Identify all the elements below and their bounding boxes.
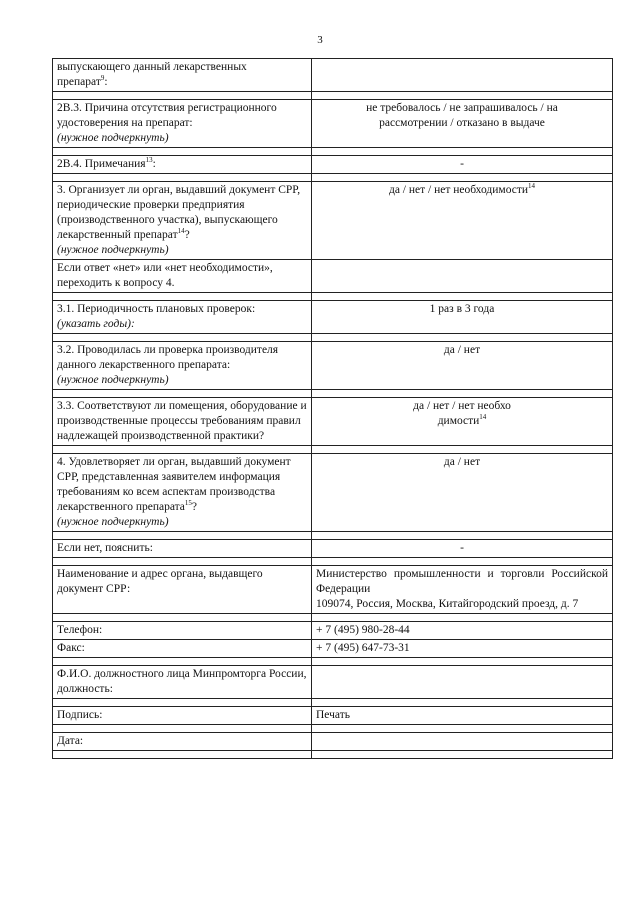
label-text: 2В.3. Причина отсутствия регистрационного удостоверения на препарат: [57, 102, 277, 129]
row-label: Наименование и адрес органа, выдавщего документ СРР: [53, 566, 312, 614]
row-value: да / нет [312, 454, 613, 532]
spacer-row [53, 558, 613, 566]
table-row [53, 622, 613, 640]
table-row [53, 733, 613, 751]
table-row [53, 454, 613, 532]
spacer-row [53, 334, 613, 342]
label-text: 3.1. Периодичность плановых проверок: [57, 303, 256, 315]
row-value: + 7 (495) 647-73-31 [312, 640, 613, 658]
instruction-note: (нужное подчеркнуть) [57, 132, 169, 144]
row-label [53, 156, 312, 174]
table-row [53, 666, 613, 699]
table-row [53, 59, 613, 92]
row-value: - [312, 156, 613, 174]
label-text: 4. Удовлетворяет ли орган, выдавший документ СРР, представленная заявителем информация требованиям ко всем аспектам производства лекарственного препарата [57, 456, 291, 513]
table-row [53, 342, 613, 390]
table-row [53, 566, 613, 614]
row-value [312, 398, 613, 446]
row-value [312, 733, 613, 751]
footnote-ref: 13 [145, 156, 153, 165]
spacer-row [53, 725, 613, 733]
row-value [312, 566, 613, 614]
instruction-note: (нужное подчеркнуть) [57, 244, 169, 256]
table-row [53, 640, 613, 658]
spacer-row [53, 446, 613, 454]
table-row [53, 707, 613, 725]
row-label [53, 301, 312, 334]
row-label [53, 342, 312, 390]
application-form-table [52, 58, 613, 759]
spacer-row [53, 699, 613, 707]
row-label: Если ответ «нет» или «нет необходимости», переходить к вопросу 4. [53, 260, 312, 293]
row-label: Если нет, пояснить: [53, 540, 312, 558]
label-text: : [104, 76, 108, 88]
instruction-note: (указать годы): [57, 318, 135, 330]
instruction-note: (нужное подчеркнуть) [57, 374, 169, 386]
row-label [53, 100, 312, 148]
table-row [53, 301, 613, 334]
value-text: Министерство промышленности и торговли Российской Федерации [316, 568, 608, 595]
row-value [312, 100, 613, 148]
row-value: Печать [312, 707, 613, 725]
instruction-note: (нужное подчеркнуть) [57, 516, 169, 528]
label-text: выпускающего данный лекарственных [57, 61, 247, 73]
label-text: 3.2. Проводилась ли проверка производителя данного лекарственного препарата: [57, 344, 279, 371]
table-row [53, 260, 613, 293]
spacer-row [53, 658, 613, 666]
row-label [53, 454, 312, 532]
label-text: : [152, 158, 156, 170]
row-value [312, 666, 613, 699]
spacer-row [53, 614, 613, 622]
value-text: рассмотрении / отказано в выдаче [379, 117, 545, 129]
row-value [312, 59, 613, 92]
row-label [53, 59, 312, 92]
row-label: Ф.И.О. должностного лица Минпромторга России, должность: [53, 666, 312, 699]
label-text: препарат [57, 76, 101, 88]
label-text: 3. Организует ли орган, выдавший документ СРР, периодические проверки предприятия (производственного участка), выпускающего лекарственный препарат [57, 184, 301, 241]
row-label [53, 182, 312, 260]
value-text: да / нет / нет необходимости [388, 184, 529, 196]
footnote-ref: 15 [184, 499, 192, 508]
row-value [312, 182, 613, 260]
value-text: 109074, Россия, Москва, Китайгородский проезд, д. 7 [316, 598, 579, 610]
footnote-ref: 14 [528, 182, 536, 191]
footnote-ref: 14 [479, 413, 487, 422]
value-text: димости [437, 415, 480, 427]
footnote-ref: 14 [177, 227, 185, 236]
table-row [53, 156, 613, 174]
row-label: Дата: [53, 733, 312, 751]
value-text: да / нет / нет необхо [413, 400, 511, 412]
row-label: Факс: [53, 640, 312, 658]
spacer-row [53, 92, 613, 100]
row-value: - [312, 540, 613, 558]
label-text: 2В.4. Примечания [57, 158, 146, 170]
row-value: 1 раз в 3 года [312, 301, 613, 334]
row-label: Подпись: [53, 707, 312, 725]
spacer-row [53, 532, 613, 540]
spacer-row [53, 751, 613, 759]
spacer-row [53, 293, 613, 301]
table-row [53, 398, 613, 446]
table-row [53, 182, 613, 260]
value-text: не требовалось / не запрашивалось / на [366, 102, 558, 114]
footnote-ref: 9 [100, 74, 105, 83]
spacer-row [53, 148, 613, 156]
table-row [53, 100, 613, 148]
table-row [53, 540, 613, 558]
row-value: + 7 (495) 980-28-44 [312, 622, 613, 640]
row-label: Телефон: [53, 622, 312, 640]
row-value: да / нет [312, 342, 613, 390]
label-text: ? [184, 229, 190, 241]
page-number: 3 [317, 34, 323, 46]
label-text: ? [191, 501, 198, 513]
row-label: 3.3. Соответствуют ли помещения, оборудование и производственные процессы требованиям правил надлежащей производственной практики? [53, 398, 312, 446]
spacer-row [53, 390, 613, 398]
spacer-row [53, 174, 613, 182]
row-value [312, 260, 613, 293]
